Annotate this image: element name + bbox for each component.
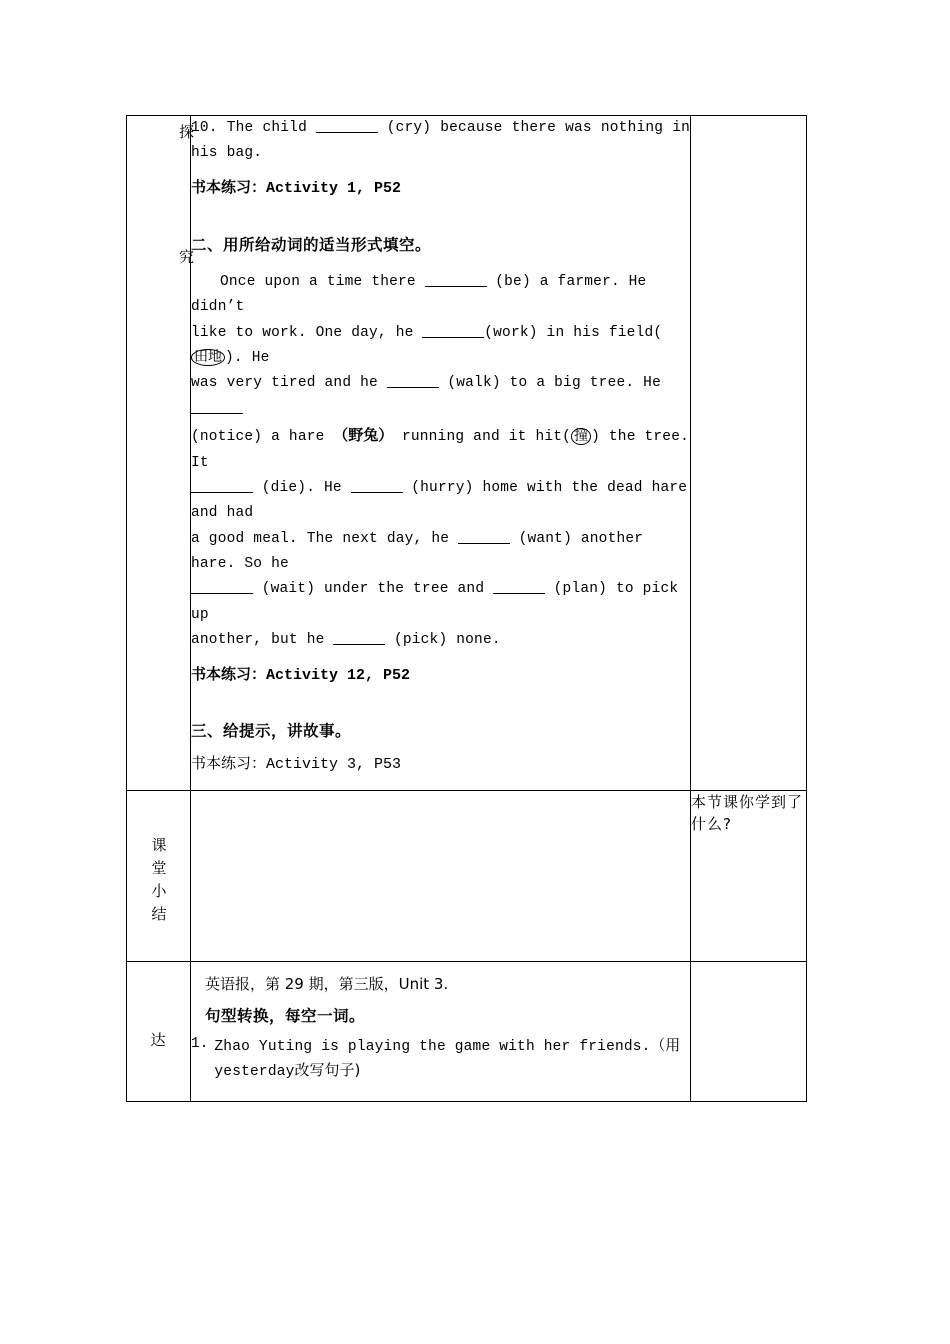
passage-text: He didn’t xyxy=(191,273,647,316)
passage-text: (hurry) home with the dead hare and had xyxy=(191,479,688,522)
task-heading xyxy=(191,1005,690,1028)
passage-text: (walk) to a big tree. He xyxy=(447,375,661,392)
explore-notes-cell xyxy=(691,116,807,791)
table-row xyxy=(127,116,807,791)
practice-reference-3 xyxy=(191,753,690,776)
summary-note-cell xyxy=(691,790,807,961)
item-cn-a: 用 xyxy=(665,1036,681,1055)
passage-text: (pick) none. xyxy=(393,632,501,649)
annotation-tiandi: 田地 xyxy=(191,349,225,366)
passage-text: like to work. One day, he xyxy=(191,324,414,341)
answer-blank xyxy=(316,118,378,133)
label-explore-char1: 探究 xyxy=(177,124,195,374)
answer-blank xyxy=(425,272,487,287)
spacer xyxy=(191,200,690,234)
passage-text: a good meal. The next day, he xyxy=(191,530,450,547)
lesson-plan-table xyxy=(126,115,807,1102)
passage-text: ) the tree. It xyxy=(191,429,690,471)
source-reference xyxy=(191,974,690,997)
answer-blank xyxy=(191,478,253,493)
answer-blank xyxy=(493,580,545,595)
row-label-summary xyxy=(127,790,191,961)
passage-text: (want) another hare. So he xyxy=(191,530,644,573)
question-10 xyxy=(191,116,690,167)
table-row xyxy=(127,961,807,1101)
practice-label: 书本练习： xyxy=(191,664,267,683)
item-cn-b: 改写句子) xyxy=(294,1060,361,1079)
practice-value: Activity 12, P52 xyxy=(266,666,411,684)
item-number: 1. xyxy=(191,1036,209,1053)
source-text: 英语报，第 29 期，第三版，Unit 3. xyxy=(205,974,449,993)
passage-text: running and it hit( xyxy=(401,429,572,446)
row-label-explore xyxy=(127,116,195,791)
passage-text: (be) a farmer. xyxy=(495,273,620,290)
exercise-item-1 xyxy=(191,1034,690,1083)
attain-content-cell xyxy=(191,961,691,1101)
practice-reference-2 xyxy=(191,664,690,687)
practice-label: 书本练习： xyxy=(191,753,267,772)
label-summary: 课堂小结 xyxy=(149,836,168,929)
passage-text: (die). He xyxy=(261,479,342,496)
task-heading-text: 句型转换，每空一词。 xyxy=(205,1006,366,1025)
annotation-yetu: （野兔） xyxy=(333,426,394,445)
passage-text: Once upon a time there xyxy=(220,273,416,290)
summary-question: 本节课你学到了什么? xyxy=(691,792,804,834)
passage-text: (plan) to pick up xyxy=(191,581,679,623)
summary-content-cell xyxy=(191,790,691,961)
passage-text: (notice) a hare xyxy=(191,429,325,446)
explore-content-cell xyxy=(191,116,691,791)
passage-text: another, but he xyxy=(191,632,325,649)
table-row xyxy=(127,790,807,961)
answer-blank xyxy=(191,399,243,414)
item-keyword: yesterday xyxy=(214,1063,295,1080)
answer-blank xyxy=(458,529,510,544)
spacer xyxy=(191,776,690,790)
passage-text: was very tired and he xyxy=(191,375,378,392)
spacer xyxy=(191,686,690,720)
label-attain: 达 xyxy=(150,1030,167,1049)
question-10-text: (cry) because there was nothing in his bag. xyxy=(191,120,691,162)
answer-blank xyxy=(333,630,385,645)
annotation-zhuang: 撞 xyxy=(571,428,591,445)
cloze-passage xyxy=(191,270,690,654)
practice-value: Activity 1, P52 xyxy=(266,179,402,197)
passage-text: ). He xyxy=(225,350,270,367)
practice-reference-1 xyxy=(191,177,690,200)
answer-blank xyxy=(351,478,403,493)
attain-notes-cell xyxy=(691,961,807,1101)
answer-blank xyxy=(422,323,484,338)
answer-blank xyxy=(191,580,253,595)
passage-text: (wait) under the tree and xyxy=(261,581,485,598)
spacer xyxy=(191,256,690,270)
practice-value: Activity 3, P53 xyxy=(266,755,402,773)
answer-blank xyxy=(387,374,439,389)
section-heading-3: 三、给提示，讲故事。 xyxy=(191,722,352,741)
row-label-attain xyxy=(127,961,191,1101)
question-10-prefix: 10. The child xyxy=(191,120,307,136)
practice-label: 书本练习： xyxy=(191,177,267,196)
item-sentence: Zhao Yuting is playing the game with her friends.（ xyxy=(214,1039,666,1056)
passage-text: (work) in his field( xyxy=(484,324,663,341)
item-text xyxy=(214,1034,690,1083)
section-heading-2: 二、用所给动词的适当形式填空。 xyxy=(191,235,432,254)
